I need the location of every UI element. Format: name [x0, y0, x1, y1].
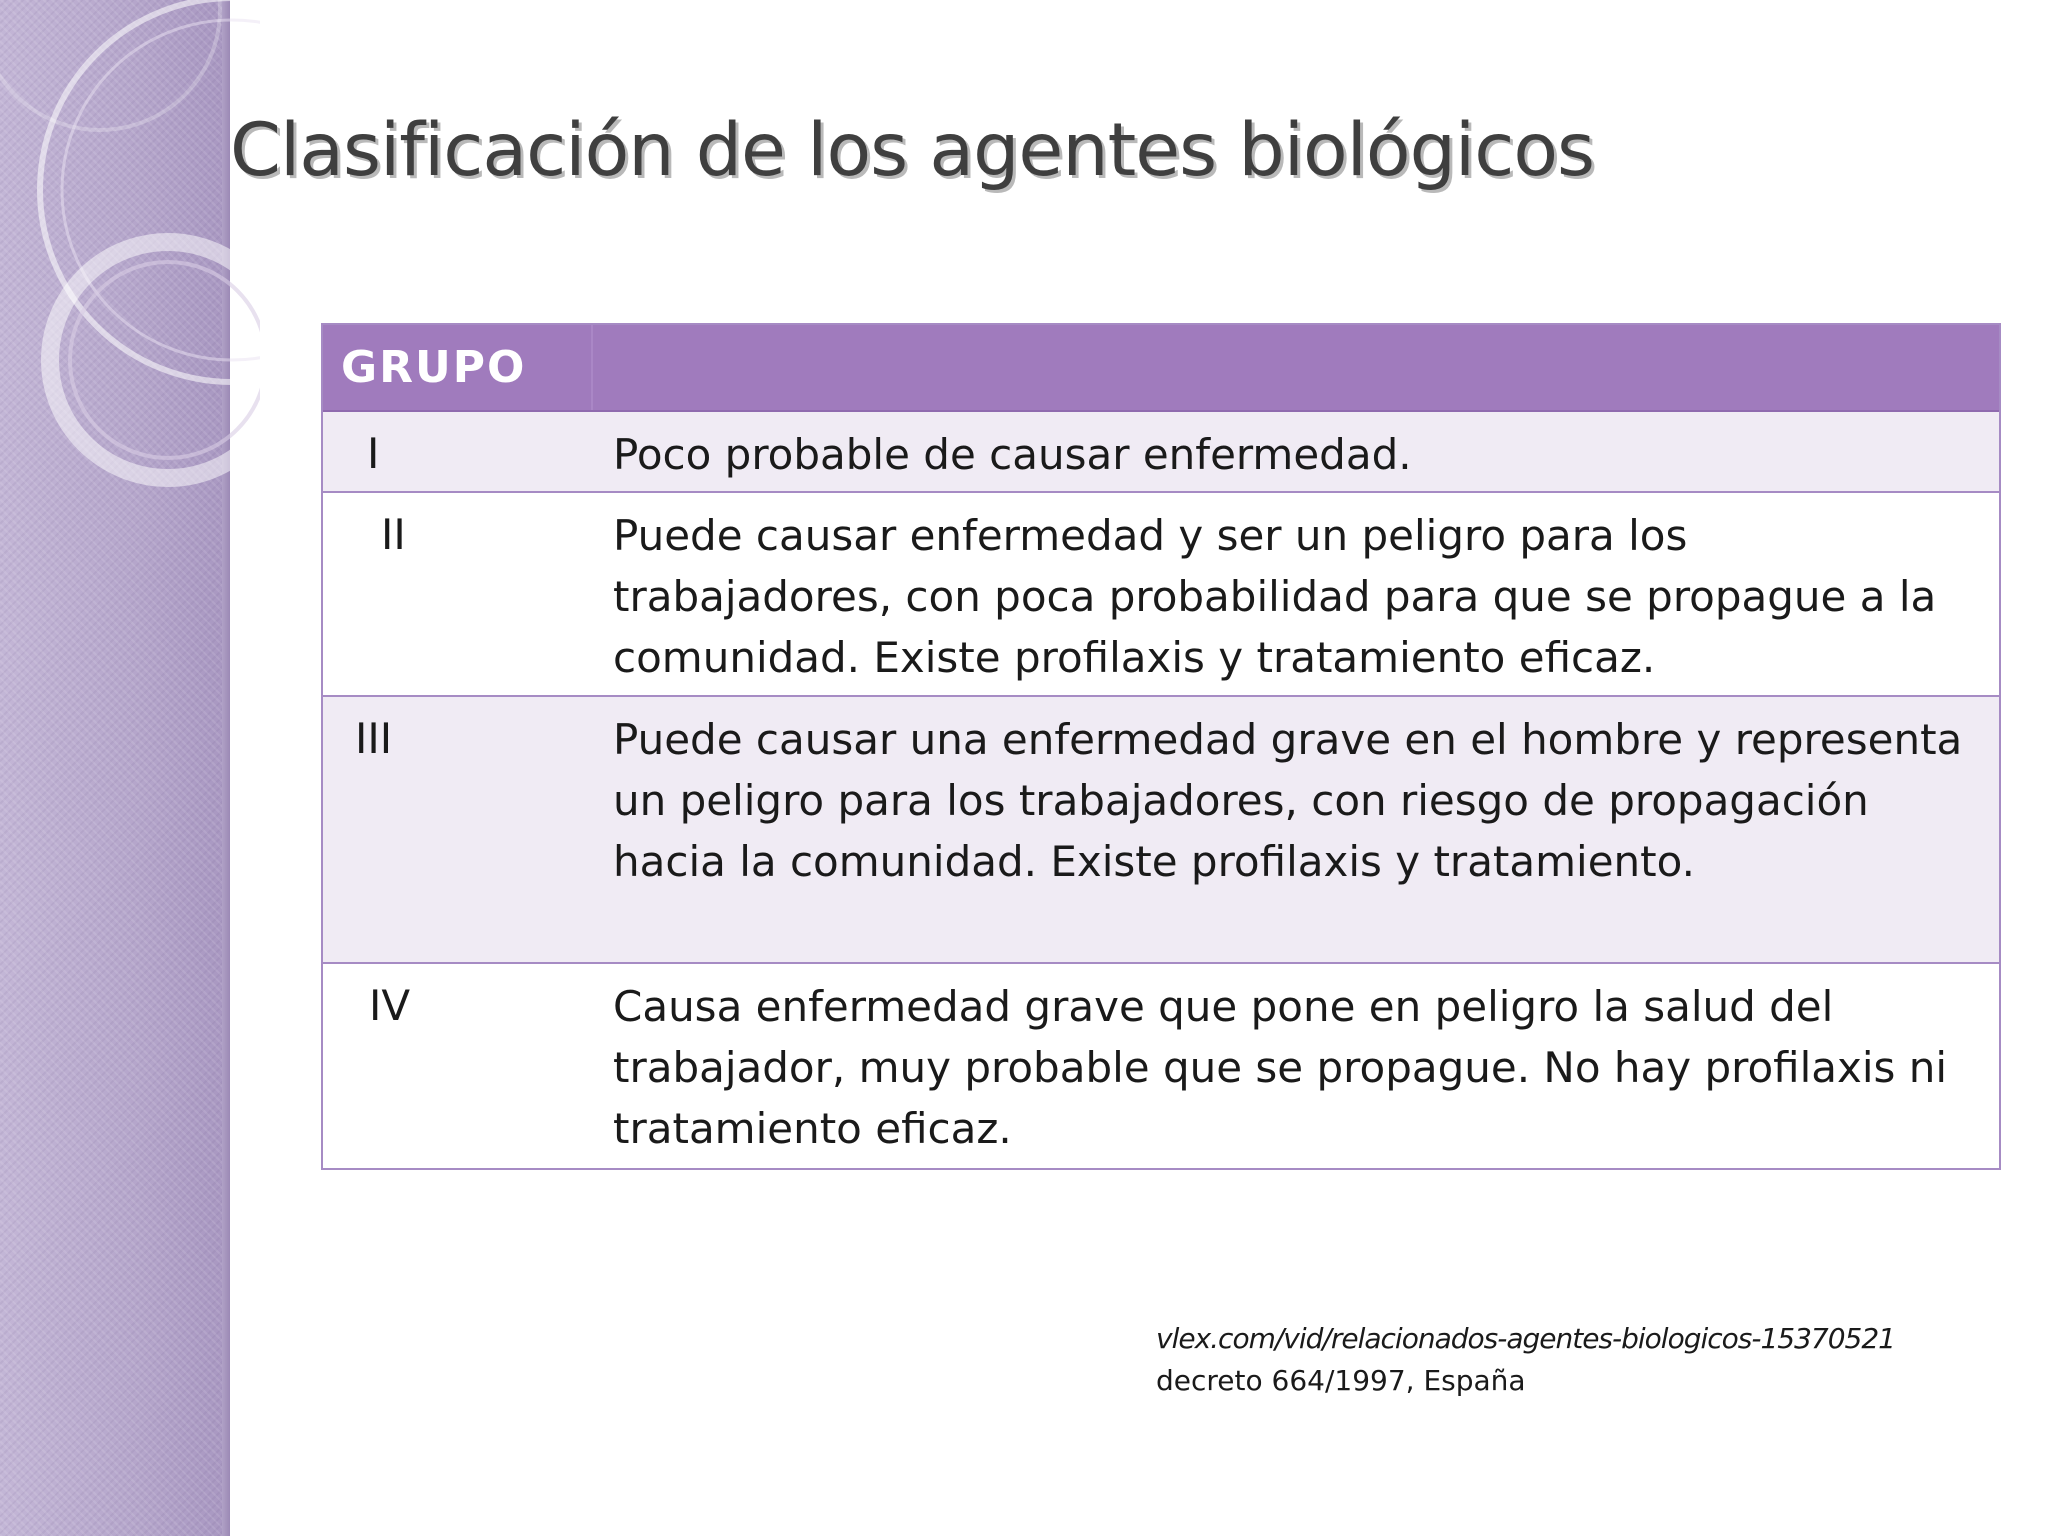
header-group-label: GRUPO: [323, 325, 593, 410]
table-header: [323, 325, 1999, 412]
decorative-rings: [0, 0, 260, 520]
description-cell: Puede causar una enfermedad grave en el hombre y representa un peligro para los trabajadores, con riesgo de propagación hacia la comunidad. Existe profilaxis y tratamiento.: [613, 715, 1963, 886]
group-cell: III: [355, 714, 393, 763]
header-description-label: [593, 325, 1999, 410]
source-url: vlex.com/vid/relacionados-agentes-biologicos-15370521: [1156, 1322, 1895, 1355]
group-cell: IV: [369, 981, 411, 1030]
group-cell: I: [367, 429, 380, 478]
table-row: [323, 697, 1999, 964]
decorative-ring-large: [40, 0, 260, 382]
table-row: [323, 493, 1999, 697]
description-cell: Puede causar enfermedad y ser un peligro para los trabajadores, con poca probabilidad para que se propague a la comunidad. Existe profilaxis y tratamiento eficaz.: [613, 511, 1937, 682]
description-cell: Causa enfermedad grave que pone en peligro la salud del trabajador, muy probable que se propague. No hay profilaxis ni tratamiento eficaz.: [613, 982, 1948, 1153]
classification-table: [321, 323, 2001, 1170]
table-row: [323, 412, 1999, 493]
source-citation: [1156, 1318, 1895, 1402]
source-reference: decreto 664/1997, España: [1156, 1364, 1526, 1397]
description-cell: Poco probable de causar enfermedad.: [613, 430, 1412, 479]
table-row: [323, 964, 1999, 1168]
slide-title: Clasificación de los agentes biológicos: [230, 108, 1595, 193]
decorative-ring-top: [0, 0, 220, 130]
group-cell: II: [381, 510, 406, 559]
